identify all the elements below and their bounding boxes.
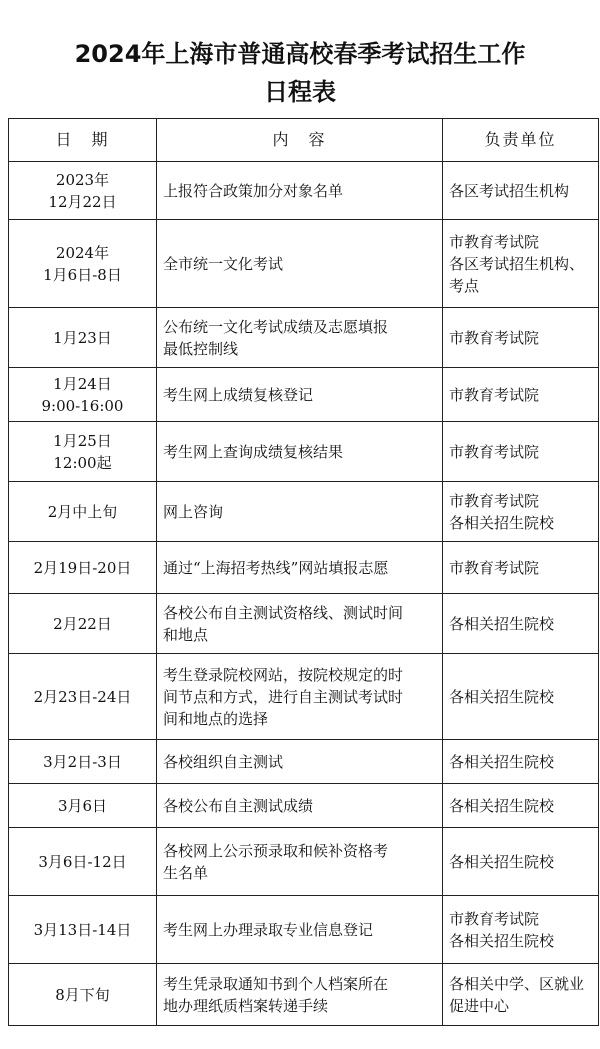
content-cell-line: 各校网上公示预录取和候补资格考: [163, 841, 389, 860]
content-cell: [157, 828, 443, 896]
content-cell: [157, 784, 443, 828]
table-row: [9, 740, 599, 784]
content-cell-line: 间节点和方式，进行自主测试考试时: [163, 687, 404, 706]
table-row: [9, 162, 599, 220]
date-cell: [9, 368, 157, 422]
unit-cell-line: 各相关招生院校: [449, 931, 555, 950]
date-cell: [9, 654, 157, 740]
content-cell-line: 间和地点的选择: [163, 709, 269, 728]
date-cell: [9, 594, 157, 654]
date-cell-line: 8月下旬: [55, 985, 110, 1004]
unit-cell: [443, 784, 599, 828]
unit-cell-line: 市教育考试院: [449, 909, 540, 928]
content-cell: [157, 740, 443, 784]
unit-cell: [443, 896, 599, 964]
page-subtitle: 日程表: [264, 78, 336, 106]
content-cell-line: 和地点: [163, 625, 209, 644]
date-cell: [9, 162, 157, 220]
content-cell-line: 公布统一文化考试成绩及志愿填报: [163, 317, 389, 336]
unit-cell-line: 各相关中学、区就业: [449, 974, 585, 993]
unit-cell: [443, 964, 599, 1026]
unit-cell: [443, 368, 599, 422]
content-cell-line: 最低控制线: [163, 339, 239, 358]
date-cell: [9, 482, 157, 542]
unit-cell-line: 各区考试招生机构: [449, 181, 570, 200]
unit-cell-line: 各区考试招生机构、: [449, 254, 585, 273]
date-cell: [9, 784, 157, 828]
date-cell-line: 3月6日: [57, 796, 108, 815]
content-cell: [157, 594, 443, 654]
content-cell-line: 网上咨询: [163, 502, 224, 521]
content-cell-line: 各校公布自主测试成绩: [163, 796, 314, 815]
content-cell-line: 各校公布自主测试资格线、测试时间: [163, 603, 404, 622]
date-cell: [9, 828, 157, 896]
content-cell: [157, 220, 443, 308]
content-cell-line: 考生登录院校网站，按院校规定的时: [163, 665, 404, 684]
table-row: [9, 828, 599, 896]
table-row: [9, 422, 599, 482]
table-row: [9, 482, 599, 542]
content-cell: [157, 654, 443, 740]
unit-cell: [443, 308, 599, 368]
unit-cell-line: 考点: [449, 276, 480, 295]
unit-cell-line: 各相关招生院校: [449, 513, 555, 532]
unit-cell: [443, 162, 599, 220]
unit-cell: [443, 594, 599, 654]
table-row: [9, 784, 599, 828]
table-row: [9, 594, 599, 654]
content-cell-line: 通过“上海招考热线”网站填报志愿: [163, 558, 389, 577]
date-cell-line: 2023年: [55, 170, 110, 189]
date-cell-line: 3月13日-14日: [33, 920, 132, 939]
unit-cell: [443, 740, 599, 784]
content-cell-line: 上报符合政策加分对象名单: [163, 181, 344, 200]
date-cell-line: 1月6日-8日: [43, 265, 122, 284]
table-row: [9, 308, 599, 368]
content-cell: [157, 482, 443, 542]
unit-cell-line: 各相关招生院校: [449, 852, 555, 871]
unit-cell: [443, 220, 599, 308]
content-cell-line: 考生网上查询成绩复核结果: [163, 442, 344, 461]
table-row: [9, 964, 599, 1026]
unit-cell-line: 市教育考试院: [449, 442, 540, 461]
unit-cell: [443, 828, 599, 896]
date-cell: [9, 308, 157, 368]
header-date: 日 期: [9, 119, 157, 162]
table-row: [9, 654, 599, 740]
unit-cell-line: 市教育考试院: [449, 232, 540, 251]
date-cell-line: 2月19日-20日: [33, 558, 132, 577]
content-cell: [157, 964, 443, 1026]
content-cell: [157, 896, 443, 964]
unit-cell-line: 市教育考试院: [449, 558, 540, 577]
date-cell-line: 12:00起: [53, 453, 112, 472]
unit-cell-line: 各相关招生院校: [449, 614, 555, 633]
unit-cell-line: 市教育考试院: [449, 491, 540, 510]
content-cell-line: 全市统一文化考试: [163, 254, 284, 273]
content-cell-line: 考生网上成绩复核登记: [163, 385, 314, 404]
date-cell-line: 3月6日-12日: [38, 852, 127, 871]
unit-cell: [443, 654, 599, 740]
page-title: 2024年上海市普通高校春季考试招生工作: [74, 40, 526, 68]
table-row: [9, 896, 599, 964]
unit-cell-line: 市教育考试院: [449, 385, 540, 404]
unit-cell-line: 各相关招生院校: [449, 796, 555, 815]
date-cell: [9, 422, 157, 482]
date-cell-line: 3月2日-3日: [43, 752, 122, 771]
date-cell: [9, 896, 157, 964]
unit-cell-line: 市教育考试院: [449, 328, 540, 347]
table-row: [9, 368, 599, 422]
table-row: [9, 542, 599, 594]
schedule-table: [8, 118, 599, 1026]
date-cell: [9, 964, 157, 1026]
content-cell-line: 考生网上办理录取专业信息登记: [163, 920, 374, 939]
unit-cell-line: 促进中心: [449, 996, 510, 1015]
date-cell-line: 1月25日: [53, 431, 112, 450]
content-cell-line: 各校组织自主测试: [163, 752, 284, 771]
date-cell-line: 2024年: [55, 243, 110, 262]
content-cell-line: 考生凭录取通知书到个人档案所在: [163, 974, 389, 993]
unit-cell-line: 各相关招生院校: [449, 752, 555, 771]
content-cell: [157, 542, 443, 594]
unit-cell: [443, 482, 599, 542]
header-content: 内 容: [157, 119, 443, 162]
date-cell-line: 2月22日: [53, 614, 112, 633]
content-cell-line: 生名单: [163, 863, 209, 882]
unit-cell: [443, 542, 599, 594]
table-row: [9, 220, 599, 308]
date-cell-line: 2月23日-24日: [33, 687, 132, 706]
date-cell: [9, 542, 157, 594]
table-body: [9, 162, 599, 1026]
date-cell-line: 1月23日: [53, 328, 112, 347]
unit-cell-line: 各相关招生院校: [449, 687, 555, 706]
date-cell-line: 2月中上旬: [47, 502, 118, 521]
content-cell: [157, 422, 443, 482]
content-cell-line: 地办理纸质档案转递手续: [163, 996, 329, 1015]
content-cell: [157, 368, 443, 422]
date-cell: [9, 220, 157, 308]
date-cell-line: 12月22日: [48, 192, 117, 211]
unit-cell: [443, 422, 599, 482]
date-cell: [9, 740, 157, 784]
date-cell-line: 1月24日: [53, 374, 112, 393]
content-cell: [157, 162, 443, 220]
header-unit: 负责单位: [443, 119, 599, 162]
content-cell: [157, 308, 443, 368]
table-header-row: [9, 119, 599, 162]
date-cell-line: 9:00-16:00: [41, 396, 124, 415]
